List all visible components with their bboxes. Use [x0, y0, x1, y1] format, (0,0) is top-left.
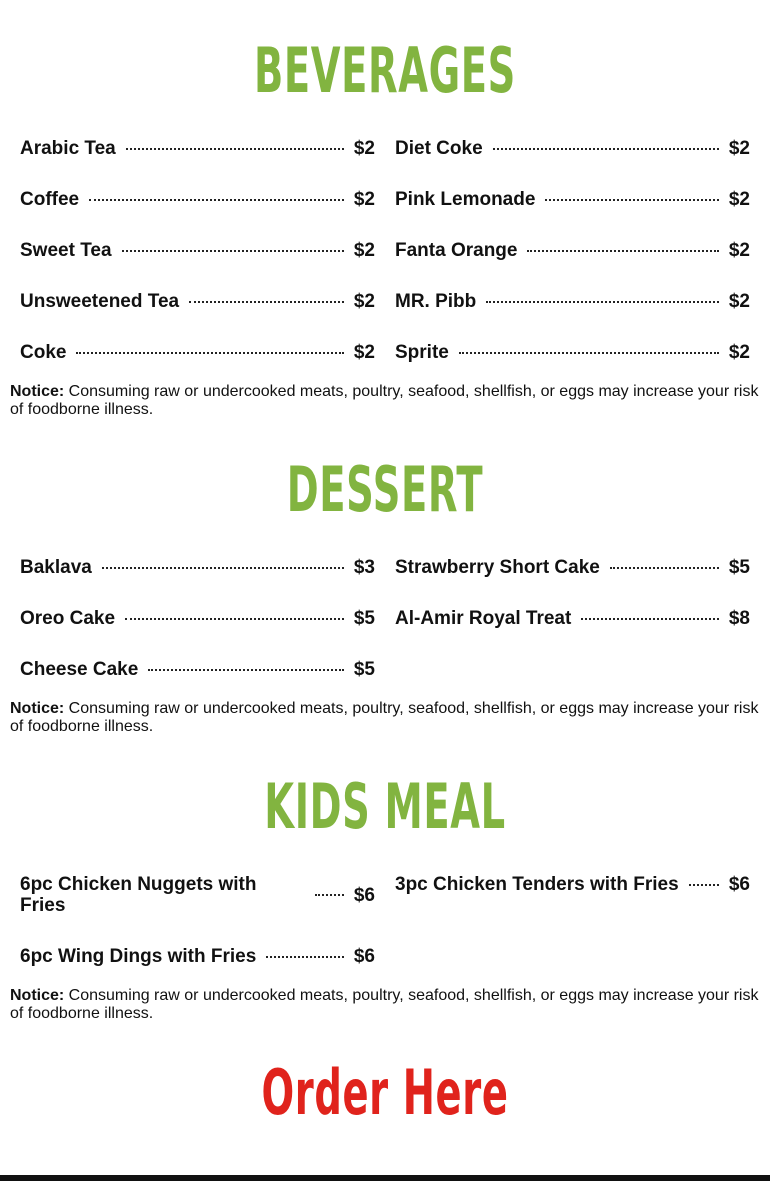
dotted-leader: [493, 148, 719, 150]
item-name: Sweet Tea: [20, 240, 112, 261]
order-here-link[interactable]: Order Here: [261, 1056, 509, 1129]
item-name: Pink Lemonade: [395, 189, 536, 210]
menu-item-cheese-cake: [20, 659, 375, 680]
menu-item-wing-dings: [20, 946, 375, 967]
menu-item-sprite: [395, 342, 750, 363]
menu-item-fanta-orange: [395, 240, 750, 261]
item-name: 3pc Chicken Tenders with Fries: [395, 874, 679, 895]
dotted-leader: [689, 884, 719, 886]
item-name: Fanta Orange: [395, 240, 518, 261]
dessert-heading: DESSERT: [286, 453, 484, 526]
item-price: $2: [728, 291, 750, 312]
item-name: Cheese Cake: [20, 659, 139, 680]
item-price: $5: [353, 608, 375, 629]
item-name: Arabic Tea: [20, 138, 116, 159]
menu-item-arabic-tea: [20, 138, 375, 159]
menu-item-oreo-cake: [20, 608, 375, 629]
dotted-leader: [545, 199, 718, 201]
item-name: Unsweetened Tea: [20, 291, 180, 312]
item-price: $2: [728, 138, 750, 159]
notice-text: Consuming raw or undercooked meats, poultry, seafood, shellfish, or eggs may increase your risk of foodborne illness.: [10, 987, 759, 1022]
item-price: $2: [728, 240, 750, 261]
dotted-leader: [581, 618, 719, 620]
menu-item-coffee: [20, 189, 375, 210]
item-name: 6pc Wing Dings with Fries: [20, 946, 257, 967]
dotted-leader: [189, 301, 344, 303]
item-name: 6pc Chicken Nuggets with Fries: [20, 874, 257, 916]
dessert-notice: [10, 700, 762, 736]
item-name: Diet Coke: [395, 138, 483, 159]
item-price: $2: [353, 240, 375, 261]
menu-item-mr-pibb: [395, 291, 750, 312]
bottom-bar: [0, 1175, 770, 1181]
item-price: $2: [728, 342, 750, 363]
notice-label: Notice:: [10, 383, 65, 400]
dotted-leader: [610, 567, 719, 569]
item-price: $6: [728, 874, 750, 895]
menu-item-unsweetened-tea: [20, 291, 375, 312]
dotted-leader: [122, 250, 344, 252]
dotted-leader: [486, 301, 719, 303]
kids-meal-heading: KIDS MEAL: [264, 770, 506, 843]
menu-item-chicken-tenders: [395, 874, 750, 895]
notice-text: Consuming raw or undercooked meats, poultry, seafood, shellfish, or eggs may increase your risk of foodborne illness.: [10, 700, 759, 735]
menu-item-pink-lemonade: [395, 189, 750, 210]
menu-item-coke: [20, 342, 375, 363]
item-price: $3: [353, 557, 375, 578]
menu-item-strawberry-short-cake: [395, 557, 750, 578]
item-name: MR. Pibb: [395, 291, 477, 312]
dotted-leader: [125, 618, 344, 620]
item-price: $2: [353, 189, 375, 210]
item-price: $5: [728, 557, 750, 578]
dotted-leader: [148, 669, 344, 671]
dotted-leader: [89, 199, 344, 201]
dotted-leader: [459, 352, 719, 354]
item-price: $2: [728, 189, 750, 210]
menu-item-baklava: [20, 557, 375, 578]
dotted-leader: [76, 352, 343, 354]
item-price: $2: [353, 138, 375, 159]
menu-item-diet-coke: [395, 138, 750, 159]
dotted-leader: [102, 567, 344, 569]
menu-item-sweet-tea: [20, 240, 375, 261]
kids-meal-notice: [10, 987, 762, 1023]
dotted-leader: [315, 894, 344, 896]
item-name: Oreo Cake: [20, 608, 116, 629]
item-name: Baklava: [20, 557, 92, 578]
dotted-leader: [266, 956, 344, 958]
notice-label: Notice:: [10, 987, 65, 1004]
menu-item-chicken-nuggets: [20, 874, 375, 916]
item-price: $5: [353, 659, 375, 680]
item-price: $2: [353, 342, 375, 363]
item-price: $6: [353, 884, 375, 906]
item-name: Al-Amir Royal Treat: [395, 608, 572, 629]
item-price: $6: [353, 946, 375, 967]
item-name: Coke: [20, 342, 67, 363]
item-name: Coffee: [20, 189, 80, 210]
dotted-leader: [527, 250, 718, 252]
dotted-leader: [126, 148, 344, 150]
notice-text: Consuming raw or undercooked meats, poultry, seafood, shellfish, or eggs may increase your risk of foodborne illness.: [10, 383, 759, 418]
notice-label: Notice:: [10, 700, 65, 717]
item-name: Sprite: [395, 342, 449, 363]
beverages-notice: [10, 383, 762, 419]
menu-item-al-amir-royal-treat: [395, 608, 750, 629]
item-price: $8: [728, 608, 750, 629]
beverages-heading: BEVERAGES: [253, 34, 516, 107]
item-name: Strawberry Short Cake: [395, 557, 600, 578]
item-price: $2: [353, 291, 375, 312]
